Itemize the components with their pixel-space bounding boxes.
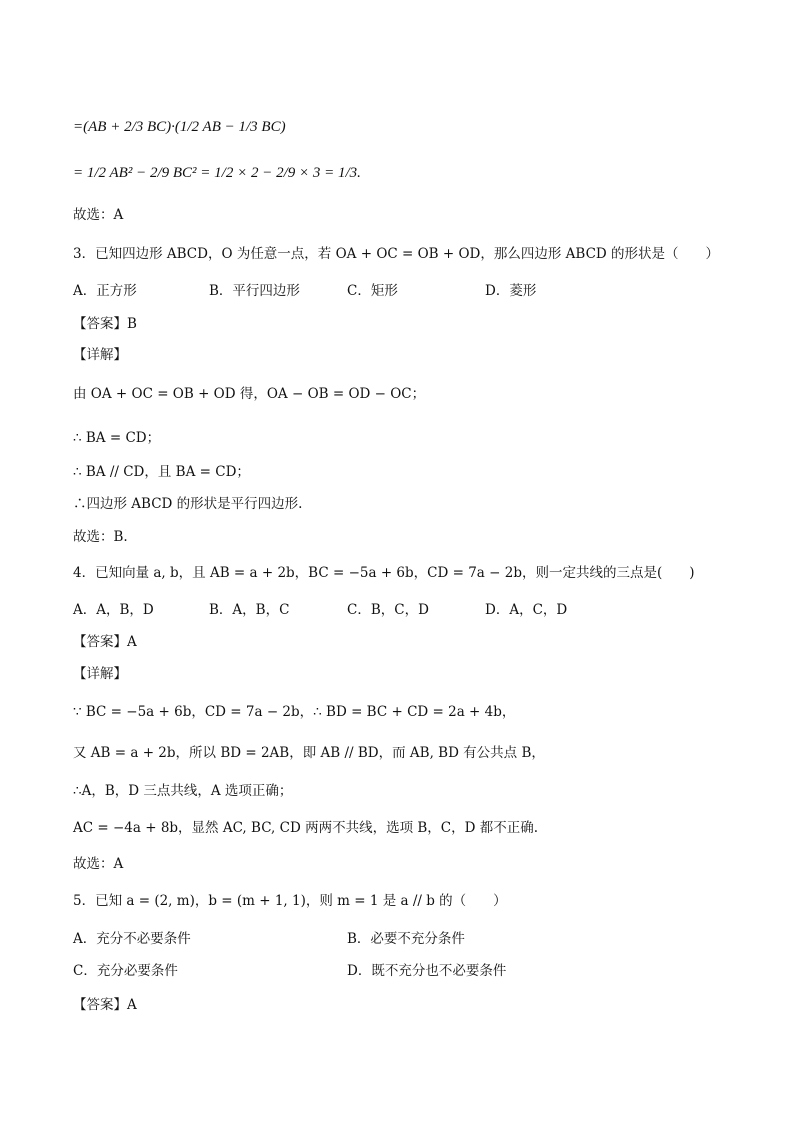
option-b: B．必要不充分条件 [347, 931, 465, 947]
option-d: D．菱形 [485, 283, 537, 299]
option-a: A．A，B，D [73, 602, 154, 618]
question-3-step-1: 由 OA + OC = OB + OD 得，OA − OB = OD − OC； [73, 386, 426, 402]
option-c: C．充分必要条件 [73, 963, 178, 979]
option-b: B．平行四边形 [209, 283, 300, 299]
option-a: A．正方形 [73, 283, 137, 299]
question-4-step-4: AC = −4a + 8b，显然 AC, BC, CD 两两不共线，选项 B，C，D 都不正确. [73, 820, 539, 836]
option-a: A．充分不必要条件 [73, 931, 191, 947]
solution-2-line-1: =(AB + 2/3 BC)·(1/2 AB − 1/3 BC) [73, 119, 286, 135]
question-3-answer: 【答案】B [73, 316, 137, 332]
question-4-step-1: ∵ BC = −5a + 6b，CD = 7a − 2b，∴ BD = BC + CD = 2a + 4b， [73, 704, 516, 720]
question-5-stem: 5．已知 a = (2, m)，b = (m + 1, 1)，则 m = 1 是 a // b 的（ ） [73, 893, 507, 909]
question-3-step-4: ∴四边形 ABCD 的形状是平行四边形. [73, 496, 303, 512]
question-4-step-3: ∴A，B，D 三点共线，A 选项正确； [73, 783, 293, 799]
question-3-choose: 故选：B. [73, 529, 128, 545]
question-4-step-2: 又 AB = a + 2b，所以 BD = 2AB，即 AB // BD，而 AB, BD 有公共点 B， [73, 745, 545, 761]
question-4-choose: 故选：A [73, 856, 124, 872]
solution-2-line-2: = 1/2 AB² − 2/9 BC² = 1/2 × 2 − 2/9 × 3 = 1/3. [73, 165, 361, 181]
question-3-stem: 3．已知四边形 ABCD，O 为任意一点，若 OA + OC = OB + OD，那么四边形 ABCD 的形状是（ ） [73, 246, 720, 262]
option-b: B．A，B，C [209, 602, 290, 618]
question-3-detail-label: 【详解】 [73, 347, 127, 363]
option-c: C．矩形 [347, 283, 398, 299]
question-4-detail-label: 【详解】 [73, 666, 127, 682]
question-5-answer: 【答案】A [73, 997, 137, 1013]
option-c: C．B，C，D [347, 602, 429, 618]
option-d: D．A，C，D [485, 602, 568, 618]
solution-2-choose: 故选：A [73, 207, 124, 223]
question-4-answer: 【答案】A [73, 634, 137, 650]
question-4-stem: 4．已知向量 a, b，且 AB = a + 2b，BC = −5a + 6b，CD = 7a − 2b，则一定共线的三点是( ) [73, 565, 695, 581]
question-3-step-2: ∴ BA = CD； [73, 430, 161, 446]
option-d: D．既不充分也不必要条件 [347, 963, 507, 979]
question-3-step-3: ∴ BA // CD，且 BA = CD； [73, 464, 250, 480]
